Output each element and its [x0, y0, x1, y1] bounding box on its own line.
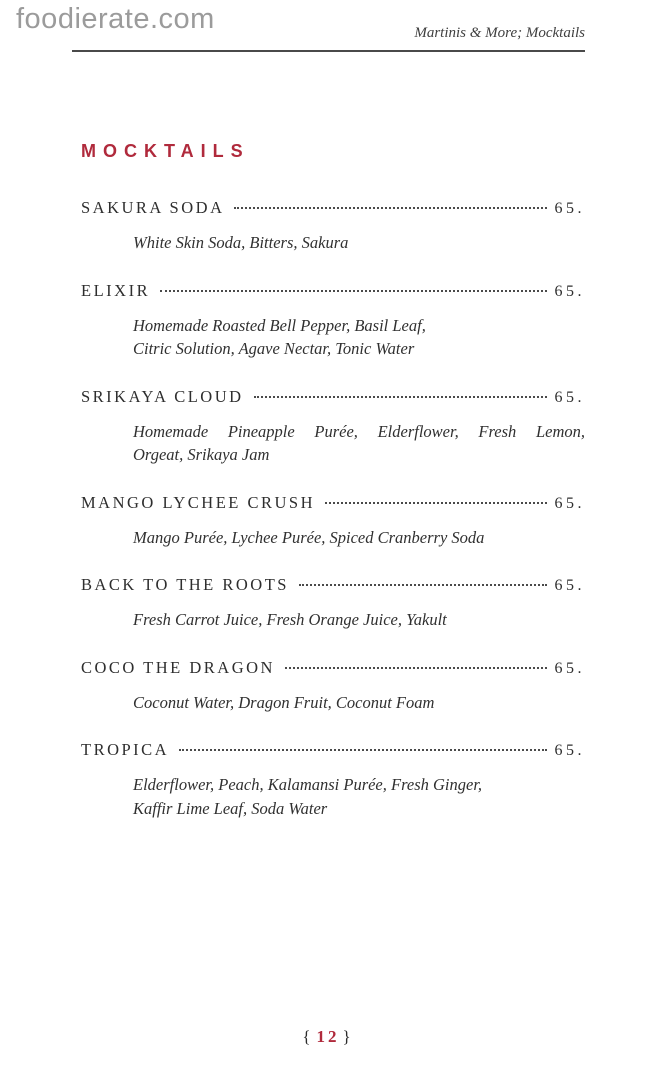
item-price: 65.: [554, 659, 585, 677]
menu-item: [81, 575, 585, 632]
menu-item: [81, 281, 585, 361]
menu-items-list: [81, 198, 585, 820]
item-name: MANGO LYCHEE CRUSH: [81, 492, 316, 512]
item-description-line: Coconut Water, Dragon Fruit, Coconut Foam: [133, 692, 435, 712]
item-description: [133, 526, 585, 550]
running-header: Martinis & More; Mocktails: [414, 25, 585, 41]
page-number-brace-right: }: [342, 1027, 354, 1046]
item-name: SAKURA SODA: [81, 198, 225, 217]
menu-item-row: [81, 493, 585, 513]
item-description: [133, 773, 585, 820]
menu-item: [81, 198, 585, 255]
item-description-line: Homemade Pineapple Purée, Elderflower, Fresh Lemon,: [133, 421, 585, 441]
menu-item-row: [81, 658, 585, 678]
item-description: [133, 231, 585, 255]
section-title: MOCKTAILS: [81, 141, 250, 161]
menu-item: [81, 493, 585, 550]
menu-item: [81, 658, 585, 715]
page-number-brace-left: {: [302, 1027, 314, 1046]
menu-item-row: [81, 387, 585, 407]
dotted-leader: [299, 584, 547, 586]
page-number: [0, 1027, 656, 1047]
item-description-line: Mango Purée, Lychee Purée, Spiced Cranberry Soda: [133, 527, 485, 547]
item-name: SRIKAYA CLOUD: [81, 386, 244, 406]
dotted-leader: [325, 502, 546, 504]
menu-item: [81, 740, 585, 820]
dotted-leader: [234, 207, 546, 209]
menu-content: [81, 141, 585, 846]
dotted-leader: [160, 290, 546, 292]
menu-item-row: [81, 281, 585, 301]
item-description: [133, 691, 585, 715]
item-name: TROPICA: [81, 740, 170, 759]
item-description-line: Citric Solution, Agave Nectar, Tonic Water: [133, 339, 415, 358]
item-description-line: Elderflower, Peach, Kalamansi Purée, Fresh Ginger,: [133, 775, 483, 794]
item-description-line: Homemade Roasted Bell Pepper, Basil Leaf,: [133, 315, 426, 335]
item-name: ELIXIR: [81, 280, 151, 300]
item-price: 65.: [554, 388, 585, 406]
item-name: BACK TO THE ROOTS: [81, 575, 289, 594]
menu-item: [81, 387, 585, 467]
watermark: foodierate.com: [16, 3, 215, 35]
menu-item-row: [81, 575, 585, 595]
item-description: [133, 608, 585, 632]
item-description: [133, 420, 585, 467]
item-price: 65.: [554, 282, 585, 300]
page-number-value: 12: [316, 1027, 340, 1046]
item-description-line: Orgeat, Srikaya Jam: [133, 445, 270, 464]
menu-item-row: [81, 198, 585, 218]
item-description-line: Fresh Carrot Juice, Fresh Orange Juice, Yakult: [133, 610, 447, 629]
header-rule: [72, 50, 585, 52]
item-price: 65.: [554, 200, 585, 217]
item-name: COCO THE DRAGON: [81, 657, 275, 677]
item-description-line: White Skin Soda, Bitters, Sakura: [133, 233, 349, 252]
item-price: 65.: [554, 494, 585, 512]
item-price: 65.: [554, 742, 585, 759]
dotted-leader: [179, 749, 546, 751]
dotted-leader: [254, 396, 547, 398]
item-description: [133, 314, 585, 361]
item-price: 65.: [554, 577, 585, 594]
item-description-line: Kaffir Lime Leaf, Soda Water: [133, 798, 328, 818]
menu-item-row: [81, 740, 585, 760]
dotted-leader: [285, 667, 547, 669]
